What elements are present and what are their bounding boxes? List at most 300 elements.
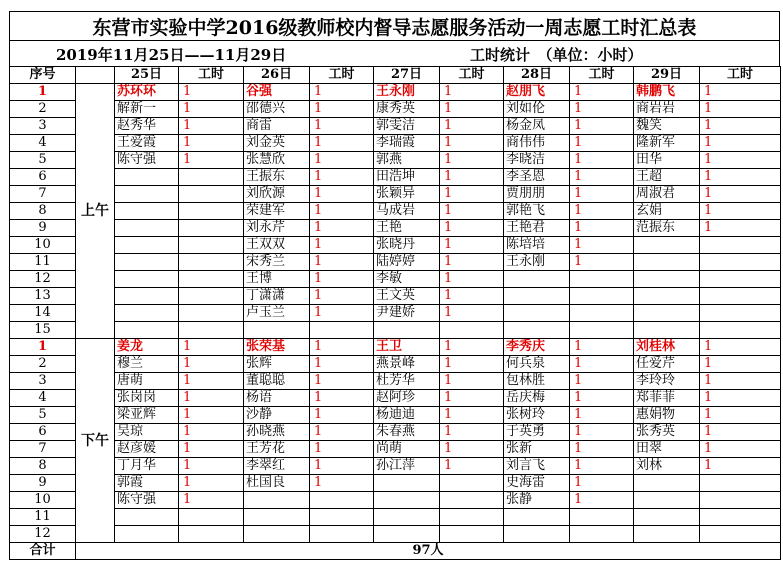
volunteer-name: 邵德兴 xyxy=(244,101,310,118)
volunteer-hours: 1 xyxy=(440,169,504,186)
volunteer-name: 陈守强 xyxy=(115,492,179,509)
volunteer-name: 丁潇潇 xyxy=(244,288,310,305)
session-label: 下午 xyxy=(76,339,115,543)
volunteer-name: 苏环环 xyxy=(115,84,179,101)
volunteer-hours: 1 xyxy=(310,424,374,441)
table-row xyxy=(10,254,781,271)
volunteer-name: 刘桂林 xyxy=(634,339,700,356)
day-header: 26日 xyxy=(244,67,310,84)
volunteer-hours xyxy=(310,492,374,509)
volunteer-hours: 1 xyxy=(310,458,374,475)
volunteer-name: 王卫 xyxy=(374,339,440,356)
volunteer-hours xyxy=(440,322,504,339)
volunteer-name: 魏笑 xyxy=(634,118,700,135)
volunteer-hours xyxy=(570,509,634,526)
volunteer-hours: 1 xyxy=(700,424,781,441)
volunteer-name: 商雷 xyxy=(244,118,310,135)
volunteer-name: 郑菲菲 xyxy=(634,390,700,407)
volunteer-hours xyxy=(179,526,244,543)
volunteer-hours: 1 xyxy=(440,84,504,101)
volunteer-hours: 1 xyxy=(700,356,781,373)
volunteer-name xyxy=(374,475,440,492)
volunteer-name xyxy=(634,492,700,509)
table-row xyxy=(10,441,781,458)
volunteer-name: 王博 xyxy=(244,271,310,288)
volunteer-name: 岳庆梅 xyxy=(504,390,570,407)
volunteer-name: 燕景峰 xyxy=(374,356,440,373)
volunteer-name: 刘永芹 xyxy=(244,220,310,237)
header-row xyxy=(10,67,781,84)
subtitle-row xyxy=(9,40,780,66)
volunteer-name: 刘言飞 xyxy=(504,458,570,475)
volunteer-name: 朱春燕 xyxy=(374,424,440,441)
volunteer-hours: 1 xyxy=(310,101,374,118)
volunteer-name: 李敏 xyxy=(374,271,440,288)
table-row xyxy=(10,220,781,237)
volunteer-hours: 1 xyxy=(440,271,504,288)
volunteer-hours: 1 xyxy=(310,271,374,288)
volunteer-hours: 1 xyxy=(179,492,244,509)
volunteer-hours: 1 xyxy=(310,390,374,407)
volunteer-name: 赵阿珍 xyxy=(374,390,440,407)
volunteer-hours: 1 xyxy=(310,373,374,390)
volunteer-name xyxy=(115,186,179,203)
day-header: 25日 xyxy=(115,67,179,84)
volunteer-hours: 1 xyxy=(440,203,504,220)
volunteer-hours: 1 xyxy=(310,203,374,220)
volunteer-hours: 1 xyxy=(440,441,504,458)
table-row xyxy=(10,203,781,220)
volunteer-name: 赵朋飞 xyxy=(504,84,570,101)
volunteer-name: 杨迪迪 xyxy=(374,407,440,424)
volunteer-hours: 1 xyxy=(570,101,634,118)
volunteer-name: 韩鹏飞 xyxy=(634,84,700,101)
volunteer-name: 郭燕 xyxy=(374,152,440,169)
volunteer-name: 于英勇 xyxy=(504,424,570,441)
volunteer-name: 张新 xyxy=(504,441,570,458)
table-row xyxy=(10,118,781,135)
volunteer-name: 王爱霞 xyxy=(115,135,179,152)
volunteer-name: 孙晓燕 xyxy=(244,424,310,441)
volunteer-hours: 1 xyxy=(700,373,781,390)
summary-sheet xyxy=(9,11,780,560)
volunteer-hours: 1 xyxy=(179,339,244,356)
volunteer-hours: 1 xyxy=(570,186,634,203)
volunteer-name: 田翠 xyxy=(634,441,700,458)
volunteer-hours: 1 xyxy=(310,237,374,254)
table-row xyxy=(10,407,781,424)
volunteer-hours xyxy=(700,526,781,543)
volunteer-name: 商伟伟 xyxy=(504,135,570,152)
volunteer-hours: 1 xyxy=(570,424,634,441)
row-index: 10 xyxy=(10,492,76,509)
volunteer-name: 郭艳飞 xyxy=(504,203,570,220)
volunteer-name: 陈培培 xyxy=(504,237,570,254)
hours-header: 工时 xyxy=(179,67,244,84)
volunteer-hours: 1 xyxy=(179,441,244,458)
volunteer-name: 张颖异 xyxy=(374,186,440,203)
volunteer-hours: 1 xyxy=(310,475,374,492)
table-row xyxy=(10,373,781,390)
volunteer-hours: 1 xyxy=(179,101,244,118)
volunteer-hours: 1 xyxy=(570,356,634,373)
volunteer-hours: 1 xyxy=(310,84,374,101)
volunteer-hours xyxy=(700,254,781,271)
volunteer-name xyxy=(115,509,179,526)
volunteer-name: 丁月华 xyxy=(115,458,179,475)
volunteer-name: 尹建娇 xyxy=(374,305,440,322)
volunteer-name: 刘欣源 xyxy=(244,186,310,203)
volunteer-name: 王艳 xyxy=(374,220,440,237)
volunteer-hours xyxy=(700,475,781,492)
volunteer-name: 贾朋朋 xyxy=(504,186,570,203)
volunteer-name xyxy=(115,254,179,271)
index-header: 序号 xyxy=(10,67,76,84)
volunteer-name: 吴琼 xyxy=(115,424,179,441)
total-row xyxy=(10,543,781,560)
volunteer-hours: 1 xyxy=(700,135,781,152)
row-index: 7 xyxy=(10,441,76,458)
volunteer-hours xyxy=(570,526,634,543)
row-index: 12 xyxy=(10,271,76,288)
volunteer-hours: 1 xyxy=(440,407,504,424)
volunteer-hours: 1 xyxy=(570,475,634,492)
volunteer-hours: 1 xyxy=(179,356,244,373)
row-index: 15 xyxy=(10,322,76,339)
volunteer-name: 梁亚辉 xyxy=(115,407,179,424)
row-index: 5 xyxy=(10,152,76,169)
day-header: 29日 xyxy=(634,67,700,84)
volunteer-name: 孙江萍 xyxy=(374,458,440,475)
volunteer-name xyxy=(374,492,440,509)
volunteer-hours: 1 xyxy=(440,390,504,407)
volunteer-hours xyxy=(179,271,244,288)
session-label: 上午 xyxy=(76,84,115,339)
row-index: 3 xyxy=(10,373,76,390)
day-header: 27日 xyxy=(374,67,440,84)
volunteer-name: 李秀庆 xyxy=(504,339,570,356)
volunteer-name xyxy=(115,271,179,288)
table-row xyxy=(10,84,781,101)
volunteer-hours: 1 xyxy=(440,135,504,152)
volunteer-hours xyxy=(310,509,374,526)
volunteer-hours: 1 xyxy=(440,101,504,118)
volunteer-hours: 1 xyxy=(440,458,504,475)
volunteer-hours: 1 xyxy=(440,356,504,373)
volunteer-hours: 1 xyxy=(700,390,781,407)
volunteer-hours: 1 xyxy=(700,458,781,475)
volunteer-name: 王永刚 xyxy=(504,254,570,271)
volunteer-name: 杨金凤 xyxy=(504,118,570,135)
volunteer-name: 李圣恩 xyxy=(504,169,570,186)
volunteer-hours: 1 xyxy=(570,254,634,271)
volunteer-hours: 1 xyxy=(570,441,634,458)
volunteer-hours: 1 xyxy=(570,220,634,237)
volunteer-hours xyxy=(440,492,504,509)
volunteer-hours: 1 xyxy=(570,84,634,101)
table-row xyxy=(10,492,781,509)
volunteer-hours xyxy=(570,288,634,305)
volunteer-name xyxy=(115,169,179,186)
volunteer-name: 李玲玲 xyxy=(634,373,700,390)
volunteer-name xyxy=(244,526,310,543)
total-value: 97人 xyxy=(76,543,781,560)
volunteer-name: 范振东 xyxy=(634,220,700,237)
volunteer-name: 田浩坤 xyxy=(374,169,440,186)
row-index: 11 xyxy=(10,254,76,271)
volunteer-name: 张晓丹 xyxy=(374,237,440,254)
volunteer-name: 王芳花 xyxy=(244,441,310,458)
date-range: 2019年11月25日——11月29日 xyxy=(56,46,287,64)
volunteer-hours: 1 xyxy=(310,135,374,152)
row-index: 2 xyxy=(10,356,76,373)
table-row xyxy=(10,271,781,288)
volunteer-hours: 1 xyxy=(310,186,374,203)
volunteer-name: 张荣基 xyxy=(244,339,310,356)
row-index: 10 xyxy=(10,237,76,254)
volunteer-hours xyxy=(700,237,781,254)
row-index: 3 xyxy=(10,118,76,135)
volunteer-name: 李翠红 xyxy=(244,458,310,475)
volunteer-hours: 1 xyxy=(440,373,504,390)
row-index: 6 xyxy=(10,424,76,441)
volunteer-hours: 1 xyxy=(310,305,374,322)
hours-table xyxy=(9,66,781,560)
volunteer-name: 姜龙 xyxy=(115,339,179,356)
volunteer-name xyxy=(115,220,179,237)
volunteer-hours xyxy=(570,271,634,288)
volunteer-hours xyxy=(700,305,781,322)
volunteer-hours: 1 xyxy=(570,339,634,356)
volunteer-hours: 1 xyxy=(310,288,374,305)
volunteer-hours: 1 xyxy=(310,118,374,135)
volunteer-hours: 1 xyxy=(570,169,634,186)
volunteer-name: 包林胜 xyxy=(504,373,570,390)
volunteer-hours: 1 xyxy=(700,101,781,118)
row-index: 8 xyxy=(10,203,76,220)
volunteer-name: 张秀英 xyxy=(634,424,700,441)
volunteer-name: 尚萌 xyxy=(374,441,440,458)
volunteer-hours: 1 xyxy=(700,220,781,237)
volunteer-hours xyxy=(179,186,244,203)
volunteer-hours: 1 xyxy=(440,186,504,203)
volunteer-hours: 1 xyxy=(570,407,634,424)
table-row xyxy=(10,169,781,186)
row-index: 1 xyxy=(10,339,76,356)
volunteer-hours: 1 xyxy=(440,305,504,322)
volunteer-hours: 1 xyxy=(310,339,374,356)
volunteer-name xyxy=(115,526,179,543)
volunteer-name xyxy=(634,305,700,322)
volunteer-name: 李晓洁 xyxy=(504,152,570,169)
volunteer-hours: 1 xyxy=(179,458,244,475)
volunteer-name: 郭霞 xyxy=(115,475,179,492)
volunteer-hours: 1 xyxy=(440,254,504,271)
volunteer-hours: 1 xyxy=(700,152,781,169)
row-index: 1 xyxy=(10,84,76,101)
volunteer-name: 史海雷 xyxy=(504,475,570,492)
volunteer-hours xyxy=(700,288,781,305)
volunteer-hours: 1 xyxy=(179,118,244,135)
volunteer-name xyxy=(244,492,310,509)
volunteer-hours: 1 xyxy=(700,441,781,458)
volunteer-name: 何兵泉 xyxy=(504,356,570,373)
volunteer-hours: 1 xyxy=(570,458,634,475)
volunteer-name: 田华 xyxy=(634,152,700,169)
volunteer-name: 马成岩 xyxy=(374,203,440,220)
volunteer-name: 杜国良 xyxy=(244,475,310,492)
volunteer-name: 谷强 xyxy=(244,84,310,101)
volunteer-hours xyxy=(700,492,781,509)
table-row xyxy=(10,322,781,339)
volunteer-hours: 1 xyxy=(179,407,244,424)
volunteer-hours: 1 xyxy=(570,373,634,390)
volunteer-hours: 1 xyxy=(700,339,781,356)
table-row xyxy=(10,237,781,254)
volunteer-hours: 1 xyxy=(310,152,374,169)
volunteer-hours xyxy=(179,169,244,186)
stats-unit-label: 工时统计 （单位：小时） xyxy=(470,46,643,64)
volunteer-name: 张慧欣 xyxy=(244,152,310,169)
volunteer-name: 李瑞霞 xyxy=(374,135,440,152)
volunteer-hours xyxy=(179,322,244,339)
volunteer-name: 唐萌 xyxy=(115,373,179,390)
table-row xyxy=(10,152,781,169)
row-index: 2 xyxy=(10,101,76,118)
volunteer-hours: 1 xyxy=(570,135,634,152)
volunteer-hours: 1 xyxy=(570,492,634,509)
volunteer-name xyxy=(504,322,570,339)
volunteer-name: 张树玲 xyxy=(504,407,570,424)
volunteer-hours xyxy=(179,254,244,271)
table-row xyxy=(10,424,781,441)
row-index: 12 xyxy=(10,526,76,543)
volunteer-name xyxy=(504,305,570,322)
table-row xyxy=(10,339,781,356)
volunteer-hours xyxy=(700,271,781,288)
volunteer-hours: 1 xyxy=(310,441,374,458)
volunteer-name: 穆兰 xyxy=(115,356,179,373)
volunteer-name: 刘林 xyxy=(634,458,700,475)
volunteer-name: 张辉 xyxy=(244,356,310,373)
volunteer-hours xyxy=(440,526,504,543)
volunteer-name xyxy=(634,254,700,271)
volunteer-hours xyxy=(700,322,781,339)
volunteer-name xyxy=(634,322,700,339)
volunteer-hours: 1 xyxy=(440,237,504,254)
volunteer-name xyxy=(504,271,570,288)
volunteer-name xyxy=(374,509,440,526)
volunteer-name: 张静 xyxy=(504,492,570,509)
volunteer-name: 张岗岗 xyxy=(115,390,179,407)
volunteer-hours: 1 xyxy=(570,152,634,169)
volunteer-hours xyxy=(310,526,374,543)
volunteer-name: 惠娟物 xyxy=(634,407,700,424)
volunteer-name: 杜芳华 xyxy=(374,373,440,390)
volunteer-hours xyxy=(179,203,244,220)
volunteer-name xyxy=(634,288,700,305)
volunteer-hours: 1 xyxy=(440,424,504,441)
volunteer-hours: 1 xyxy=(440,288,504,305)
volunteer-name: 陆婷婷 xyxy=(374,254,440,271)
volunteer-name: 沙静 xyxy=(244,407,310,424)
volunteer-name: 荣建军 xyxy=(244,203,310,220)
row-index: 8 xyxy=(10,458,76,475)
volunteer-hours: 1 xyxy=(179,152,244,169)
row-index: 4 xyxy=(10,390,76,407)
volunteer-name xyxy=(504,509,570,526)
volunteer-hours: 1 xyxy=(570,118,634,135)
sheet-title: 东营市实验中学2016级教师校内督导志愿服务活动一周志愿工时汇总表 xyxy=(9,11,780,40)
volunteer-name: 王双双 xyxy=(244,237,310,254)
volunteer-hours: 1 xyxy=(179,390,244,407)
day-header: 28日 xyxy=(504,67,570,84)
row-index: 7 xyxy=(10,186,76,203)
hours-header: 工时 xyxy=(700,67,781,84)
volunteer-hours: 1 xyxy=(310,169,374,186)
volunteer-hours: 1 xyxy=(310,254,374,271)
volunteer-hours: 1 xyxy=(310,220,374,237)
volunteer-name xyxy=(374,526,440,543)
volunteer-name: 董聪聪 xyxy=(244,373,310,390)
table-row xyxy=(10,526,781,543)
volunteer-hours: 1 xyxy=(440,152,504,169)
volunteer-hours: 1 xyxy=(700,203,781,220)
volunteer-name: 卢玉兰 xyxy=(244,305,310,322)
volunteer-hours: 1 xyxy=(440,220,504,237)
volunteer-name: 陈守强 xyxy=(115,152,179,169)
volunteer-hours xyxy=(179,237,244,254)
volunteer-hours: 1 xyxy=(440,118,504,135)
volunteer-name: 刘金英 xyxy=(244,135,310,152)
volunteer-name xyxy=(374,322,440,339)
volunteer-name: 王振东 xyxy=(244,169,310,186)
volunteer-name: 玄娟 xyxy=(634,203,700,220)
volunteer-hours: 1 xyxy=(310,356,374,373)
row-index: 9 xyxy=(10,475,76,492)
volunteer-name xyxy=(244,322,310,339)
volunteer-name xyxy=(115,237,179,254)
total-label: 合计 xyxy=(10,543,76,560)
table-row xyxy=(10,288,781,305)
row-index: 11 xyxy=(10,509,76,526)
volunteer-name xyxy=(634,475,700,492)
volunteer-hours: 1 xyxy=(179,373,244,390)
volunteer-hours xyxy=(179,509,244,526)
volunteer-name: 隆新军 xyxy=(634,135,700,152)
hours-header: 工时 xyxy=(310,67,374,84)
volunteer-hours: 1 xyxy=(440,339,504,356)
volunteer-name xyxy=(634,271,700,288)
volunteer-name: 周淑君 xyxy=(634,186,700,203)
volunteer-name xyxy=(634,237,700,254)
volunteer-hours: 1 xyxy=(179,475,244,492)
volunteer-name xyxy=(634,526,700,543)
volunteer-hours: 1 xyxy=(570,203,634,220)
volunteer-name xyxy=(244,509,310,526)
volunteer-name xyxy=(115,322,179,339)
table-row xyxy=(10,135,781,152)
volunteer-hours: 1 xyxy=(179,135,244,152)
row-index: 6 xyxy=(10,169,76,186)
table-row xyxy=(10,186,781,203)
volunteer-name xyxy=(504,526,570,543)
volunteer-name: 任爱芹 xyxy=(634,356,700,373)
volunteer-name: 郭雯洁 xyxy=(374,118,440,135)
volunteer-hours xyxy=(440,509,504,526)
volunteer-name: 宋秀兰 xyxy=(244,254,310,271)
volunteer-hours xyxy=(179,220,244,237)
